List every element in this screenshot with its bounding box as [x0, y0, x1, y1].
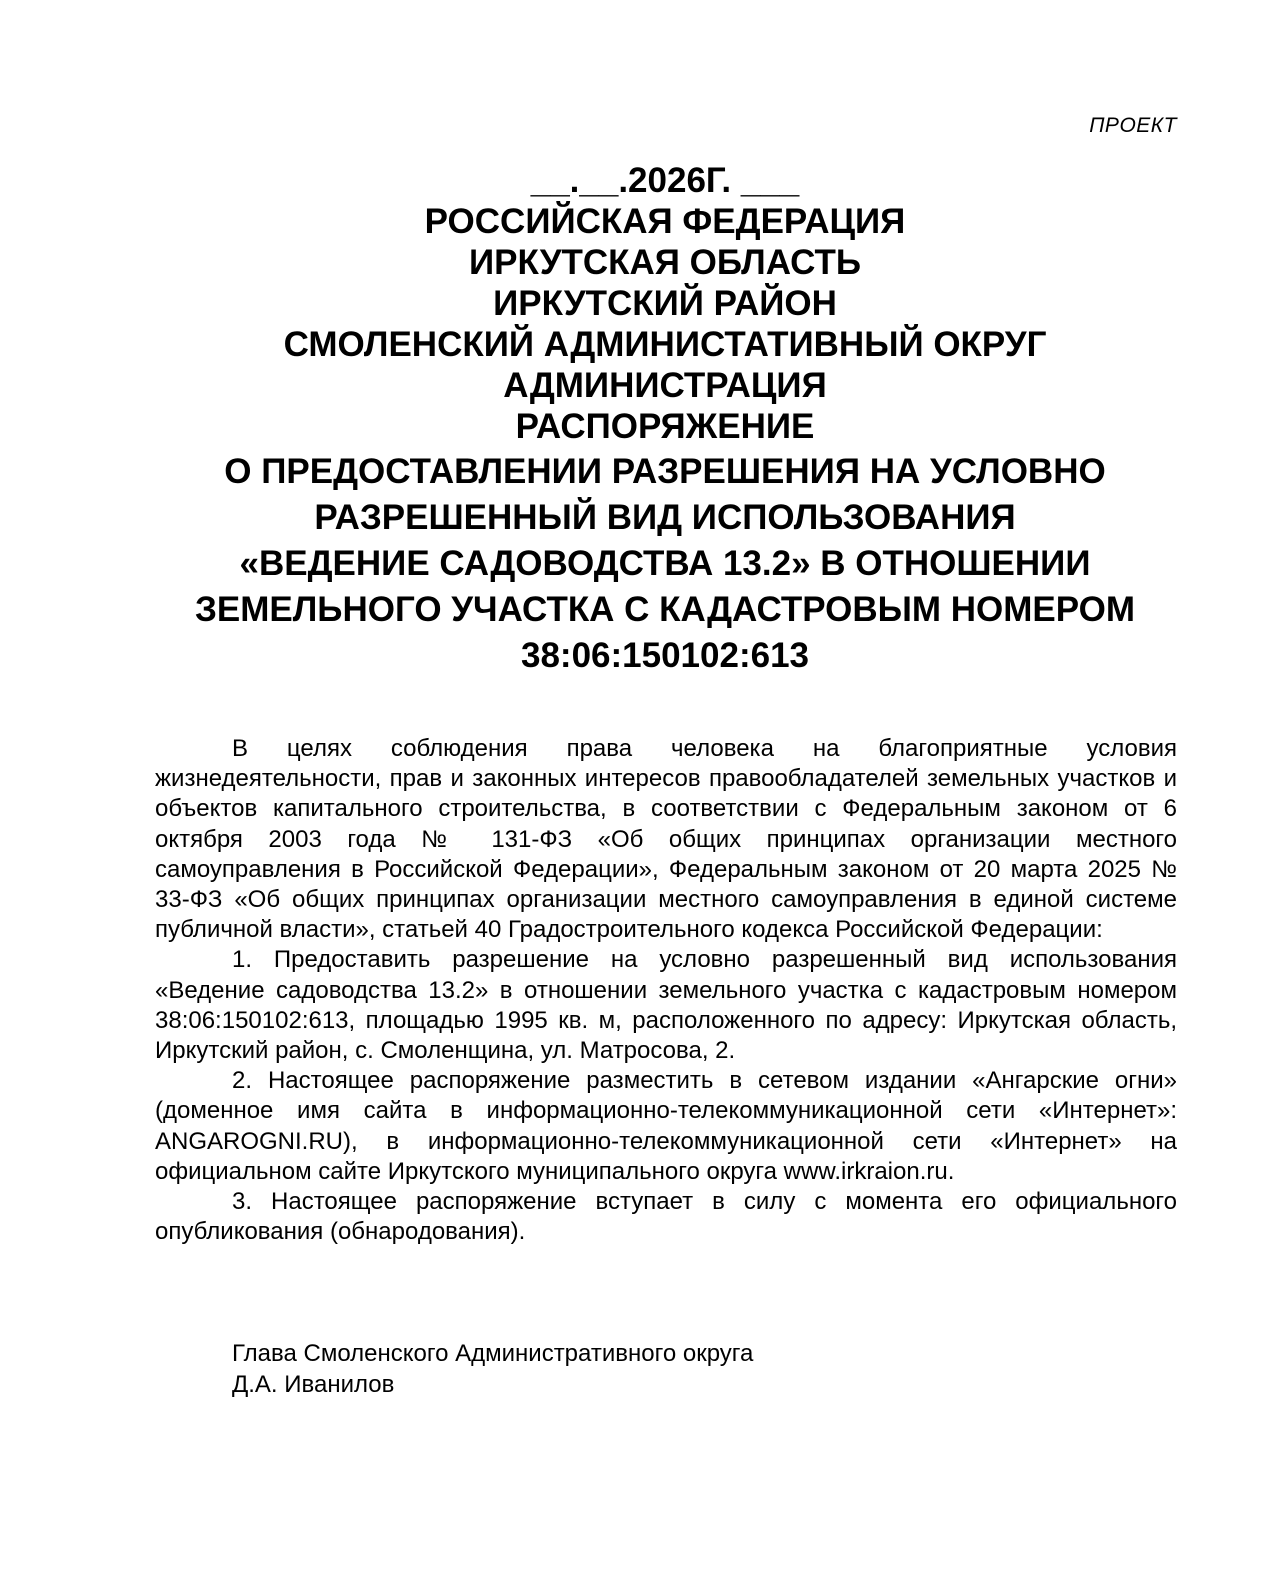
header-document-type: РАСПОРЯЖЕНИЕ: [515, 407, 815, 446]
header-municipal-okrug: СМОЛЕНСКИЙ АДМИНИСТАТИВНЫЙ ОКРУГ: [283, 325, 1047, 364]
document-date-number: __.__.2026Г. ___: [530, 161, 800, 200]
header-district: ИРКУТСКИЙ РАЙОН: [493, 284, 837, 323]
item-paragraph-2: 2. Настоящее распоряжение разместить в сетевом издании «Ангарские огни» (доменное имя сайта в информационно-телекоммуникационной сети «Интернет»: ANGAROGNI.RU), в информационно-телекоммуникационной сети «Интернет» на официальном сайте Иркутского муниципального округа www.irkraion.ru.: [155, 1067, 1177, 1185]
title-line: ЗЕМЕЛЬНОГО УЧАСТКА С КАДАСТРОВЫМ НОМЕРОМ: [194, 590, 1136, 629]
document-body: [155, 734, 1177, 1247]
title-line: «ВЕДЕНИЕ САДОВОДСТВА 13.2» В ОТНОШЕНИИ: [239, 544, 1091, 583]
item-paragraph-3: 3. Настоящее распоряжение вступает в силу с момента его официального опубликования (обнародования).: [155, 1188, 1177, 1246]
signatory-position: Глава Смоленского Административного округа: [232, 1340, 754, 1367]
title-line: РАЗРЕШЕННЫЙ ВИД ИСПОЛЬЗОВАНИЯ: [314, 498, 1016, 537]
header-region: ИРКУТСКАЯ ОБЛАСТЬ: [468, 243, 862, 282]
preamble-paragraph: В целях соблюдения права человека на благоприятные условия жизнедеятельности, прав и законных интересов правообладателей земельных участков и объектов капитального строительства, в соответствии с Федеральным законом от 6 октября 2003 года № 131-ФЗ «Об общих принципах организации местного самоуправления в Российской Федерации», Федеральным законом от 20 марта 2025 № 33-ФЗ «Об общих принципах организации местного самоуправления в единой системе публичной власти», статьей 40 Градостроительного кодекса Российской Федерации:: [155, 735, 1177, 944]
signature-block: [232, 1338, 753, 1400]
title-line: О ПРЕДОСТАВЛЕНИИ РАЗРЕШЕНИЯ НА УСЛОВНО: [224, 452, 1106, 491]
document-title: [150, 449, 1180, 679]
cadastral-number-title: 38:06:150102:613: [520, 636, 809, 675]
header-administration: АДМИНИСТРАЦИЯ: [503, 366, 827, 405]
signatory-name: Д.А. Иванилов: [232, 1371, 395, 1398]
draft-mark: ПРОЕКТ: [1089, 114, 1177, 137]
header-country: РОССИЙСКАЯ ФЕДЕРАЦИЯ: [424, 202, 906, 241]
document-header: [150, 160, 1180, 679]
item-paragraph-1: 1. Предоставить разрешение на условно разрешенный вид использования «Ведение садоводства 13.2» в отношении земельного участка с кадастровым номером 38:06:150102:613, площадью 1995 кв. м, расположенного по адресу: Иркутская область, Иркутский район, с. Смоленщина, ул. Матросова, 2.: [155, 946, 1177, 1065]
